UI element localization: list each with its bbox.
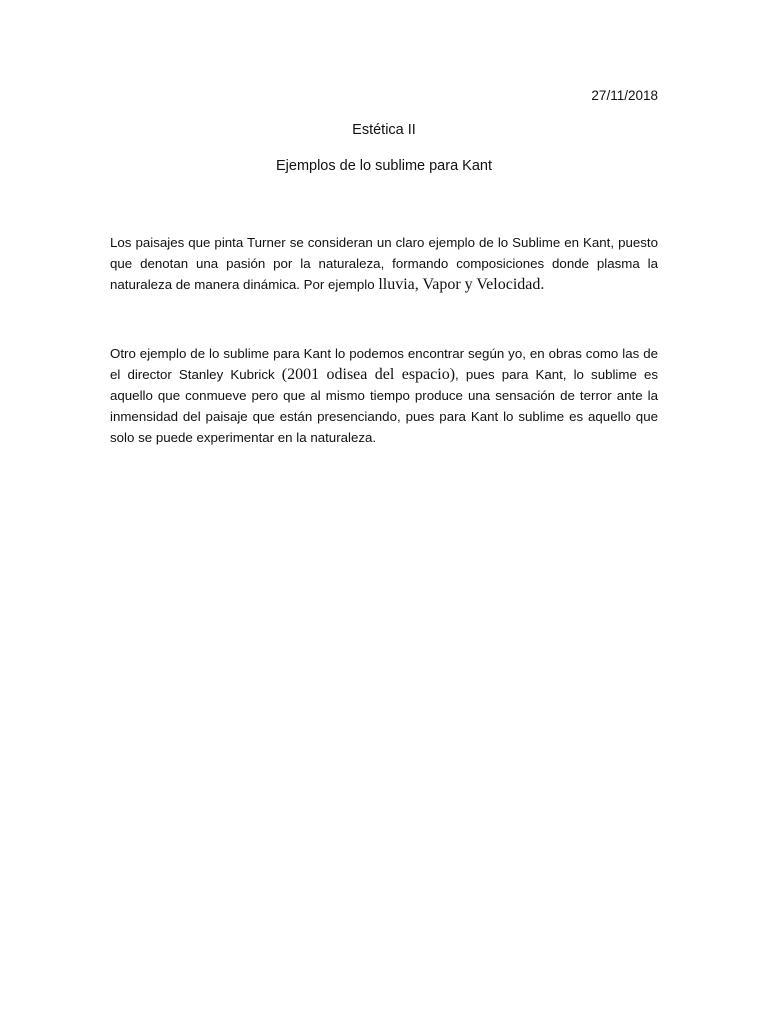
paragraph-turner xyxy=(110,232,658,295)
artwork-title: lluvia, Vapor y Velocidad xyxy=(378,276,541,294)
paragraph-kubrick-text-after: , pues para Kant, lo sublime es aquello que conmueve pero que al mismo tiempo produce una sensación de terror ante la inmensidad del paisaje que están presenciando, pues para Kant lo sublime es aquello que solo se puede experimentar en la naturaleza. xyxy=(110,367,658,446)
paragraph-turner-end: . xyxy=(540,276,545,294)
paragraph-kubrick xyxy=(110,343,658,448)
document-date: 27/11/2018 xyxy=(591,88,658,103)
paragraph-turner-text: Los paisajes que pinta Turner se consideran un claro ejemplo de lo Sublime en Kant, puesto que denotan una pasión por la naturaleza, formando composiciones donde plasma la naturaleza de manera dinámica. Por ejemplo xyxy=(110,235,658,293)
document-title: Ejemplos de lo sublime para Kant xyxy=(275,158,492,174)
paragraph-kubrick-text-before: Otro ejemplo de lo sublime para Kant lo podemos encontrar según yo, en obras como las de el director Stanley Kubrick xyxy=(110,346,658,383)
course-title: Estética II xyxy=(352,122,416,138)
film-title: (2001 odisea del espacio) xyxy=(281,366,456,384)
